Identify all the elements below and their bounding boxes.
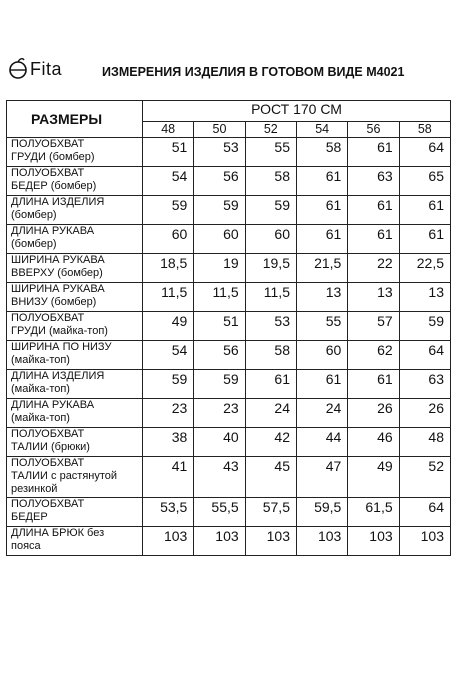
measurement-label: [7, 312, 143, 341]
measurement-value: 63: [348, 167, 399, 196]
measurement-label: [7, 254, 143, 283]
measurement-value: 103: [348, 527, 399, 556]
measurement-value: 103: [194, 527, 245, 556]
table-row: [7, 341, 451, 370]
measurement-label: [7, 283, 143, 312]
measurement-value: 24: [296, 399, 347, 428]
measurement-value: 13: [399, 283, 450, 312]
table-row: [7, 167, 451, 196]
measurement-label-line: ШИРИНА РУКАВА: [11, 254, 105, 266]
measurement-label-line: ПОЛУОБХВАТ: [11, 428, 85, 440]
table-row: [7, 370, 451, 399]
measurement-value: 45: [245, 457, 296, 498]
measurement-value: 62: [348, 341, 399, 370]
measurement-value: 22: [348, 254, 399, 283]
measurement-label-line: БЕДЕР (бомбер): [11, 180, 97, 192]
table-row: [7, 527, 451, 556]
measurement-label-line: ДЛИНА РУКАВА: [11, 399, 95, 411]
measurement-value: 58: [245, 341, 296, 370]
measurement-label-line: пояса: [11, 540, 41, 552]
size-header-cell: 48: [143, 122, 194, 138]
measurement-value: 13: [296, 283, 347, 312]
measurement-value: 61: [296, 370, 347, 399]
size-header-cell: 58: [399, 122, 450, 138]
measurement-value: 26: [399, 399, 450, 428]
measurement-value: 61: [399, 225, 450, 254]
size-header-cell: 56: [348, 122, 399, 138]
measurement-label: [7, 138, 143, 167]
brand-logo: [8, 58, 62, 80]
measurement-value: 58: [296, 138, 347, 167]
measurement-value: 59: [143, 196, 194, 225]
measurement-value: 61: [399, 196, 450, 225]
measurement-value: 61: [245, 370, 296, 399]
measurement-label-line: ДЛИНА ИЗДЕЛИЯ: [11, 196, 105, 208]
measurement-value: 59: [399, 312, 450, 341]
table-row: [7, 498, 451, 527]
measurement-value: 38: [143, 428, 194, 457]
measurement-value: 63: [399, 370, 450, 399]
measurement-value: 59: [245, 196, 296, 225]
measurement-value: 55: [245, 138, 296, 167]
measurement-value: 64: [399, 498, 450, 527]
measurement-label-line: ПОЛУОБХВАТ: [11, 498, 85, 510]
measurement-value: 61: [296, 196, 347, 225]
measurement-value: 11,5: [143, 283, 194, 312]
measurement-value: 59: [194, 196, 245, 225]
measurement-value: 49: [143, 312, 194, 341]
measurement-value: 11,5: [194, 283, 245, 312]
measurement-value: 55,5: [194, 498, 245, 527]
measurement-label-line: БЕДЕР: [11, 511, 48, 523]
measurement-value: 11,5: [245, 283, 296, 312]
table-row: [7, 428, 451, 457]
measurement-label-line: ШИРИНА РУКАВА: [11, 283, 105, 295]
measurement-label-line: ТАЛИИ (брюки): [11, 441, 90, 453]
measurement-value: 22,5: [399, 254, 450, 283]
measurement-label: [7, 498, 143, 527]
table-body: [7, 138, 451, 556]
measurement-value: 64: [399, 138, 450, 167]
measurement-value: 53,5: [143, 498, 194, 527]
measurement-value: 61: [348, 138, 399, 167]
measurement-value: 103: [245, 527, 296, 556]
measurement-label-line: ПОЛУОБХВАТ: [11, 167, 85, 179]
measurement-label-line: (бомбер): [11, 238, 57, 250]
measurement-value: 59: [143, 370, 194, 399]
measurement-value: 44: [296, 428, 347, 457]
measurement-value: 23: [143, 399, 194, 428]
measurement-value: 41: [143, 457, 194, 498]
size-chart-table: [6, 100, 451, 556]
measurement-value: 61: [348, 370, 399, 399]
size-header-cell: 52: [245, 122, 296, 138]
measurement-value: 60: [245, 225, 296, 254]
measurement-label: [7, 370, 143, 399]
measurement-value: 103: [296, 527, 347, 556]
measurement-value: 64: [399, 341, 450, 370]
table-row: [7, 225, 451, 254]
measurement-value: 53: [194, 138, 245, 167]
measurement-value: 65: [399, 167, 450, 196]
measurement-value: 61,5: [348, 498, 399, 527]
measurement-label: [7, 196, 143, 225]
measurement-value: 59: [194, 370, 245, 399]
measurement-value: 59,5: [296, 498, 347, 527]
height-header: РОСТ 170 СМ: [143, 101, 451, 122]
table-row: [7, 196, 451, 225]
sizes-header: РАЗМЕРЫ: [7, 101, 143, 138]
measurement-label: [7, 399, 143, 428]
measurement-label-line: ПОЛУОБХВАТ: [11, 312, 85, 324]
measurement-label-line: резинкой: [11, 483, 58, 495]
measurement-value: 43: [194, 457, 245, 498]
measurement-value: 54: [143, 341, 194, 370]
document-header: [8, 58, 452, 84]
measurement-value: 61: [348, 196, 399, 225]
measurement-value: 48: [399, 428, 450, 457]
measurement-value: 56: [194, 167, 245, 196]
measurement-value: 103: [143, 527, 194, 556]
measurement-value: 54: [143, 167, 194, 196]
measurement-label-line: ВВЕРХУ (бомбер): [11, 267, 103, 279]
table-row: [7, 254, 451, 283]
measurement-label-line: ВНИЗУ (бомбер): [11, 296, 97, 308]
measurement-value: 60: [143, 225, 194, 254]
size-header-cell: 50: [194, 122, 245, 138]
measurement-label-line: (бомбер): [11, 209, 57, 221]
table-row: [7, 399, 451, 428]
measurement-value: 61: [296, 167, 347, 196]
measurement-label-line: ДЛИНА БРЮК без: [11, 527, 105, 539]
measurement-label-line: (майка-топ): [11, 354, 70, 366]
measurement-label-line: ГРУДИ (бомбер): [11, 151, 95, 163]
measurement-value: 47: [296, 457, 347, 498]
measurement-label-line: ШИРИНА ПО НИЗУ: [11, 341, 112, 353]
fita-logo-icon: [8, 58, 28, 80]
measurement-label-line: ГРУДИ (майка-топ): [11, 325, 108, 337]
measurement-value: 24: [245, 399, 296, 428]
measurement-value: 19,5: [245, 254, 296, 283]
measurement-value: 18,5: [143, 254, 194, 283]
measurement-value: 49: [348, 457, 399, 498]
measurement-value: 40: [194, 428, 245, 457]
measurement-label: [7, 225, 143, 254]
measurement-label-line: (майка-топ): [11, 412, 70, 424]
page-title: ИЗМЕРЕНИЯ ИЗДЕЛИЯ В ГОТОВОМ ВИДЕ М4021: [102, 65, 405, 79]
measurement-label: [7, 167, 143, 196]
measurement-value: 51: [194, 312, 245, 341]
measurement-value: 103: [399, 527, 450, 556]
table-row: [7, 312, 451, 341]
table-row: [7, 457, 451, 498]
measurement-value: 58: [245, 167, 296, 196]
size-header-cell: 54: [296, 122, 347, 138]
measurement-value: 55: [296, 312, 347, 341]
table-row: [7, 283, 451, 312]
measurement-value: 60: [194, 225, 245, 254]
brand-name: Fita: [30, 58, 63, 79]
measurement-value: 21,5: [296, 254, 347, 283]
measurement-value: 52: [399, 457, 450, 498]
measurement-label: [7, 341, 143, 370]
measurement-label-line: (майка-топ): [11, 383, 70, 395]
measurement-value: 56: [194, 341, 245, 370]
measurement-value: 57: [348, 312, 399, 341]
measurement-value: 51: [143, 138, 194, 167]
measurement-value: 42: [245, 428, 296, 457]
measurement-value: 61: [348, 225, 399, 254]
measurement-label-line: ПОЛУОБХВАТ: [11, 457, 85, 469]
measurement-label: [7, 428, 143, 457]
table-row: [7, 138, 451, 167]
measurement-value: 13: [348, 283, 399, 312]
measurement-value: 60: [296, 341, 347, 370]
measurement-value: 19: [194, 254, 245, 283]
measurement-label-line: ДЛИНА ИЗДЕЛИЯ: [11, 370, 105, 382]
measurement-label: [7, 527, 143, 556]
measurement-value: 61: [296, 225, 347, 254]
measurement-label-line: ТАЛИИ с растянутой: [11, 470, 118, 482]
measurement-label-line: ПОЛУОБХВАТ: [11, 138, 85, 150]
measurement-value: 46: [348, 428, 399, 457]
measurement-value: 23: [194, 399, 245, 428]
measurement-value: 53: [245, 312, 296, 341]
measurement-value: 26: [348, 399, 399, 428]
measurement-label: [7, 457, 143, 498]
measurement-value: 57,5: [245, 498, 296, 527]
measurement-label-line: ДЛИНА РУКАВА: [11, 225, 95, 237]
